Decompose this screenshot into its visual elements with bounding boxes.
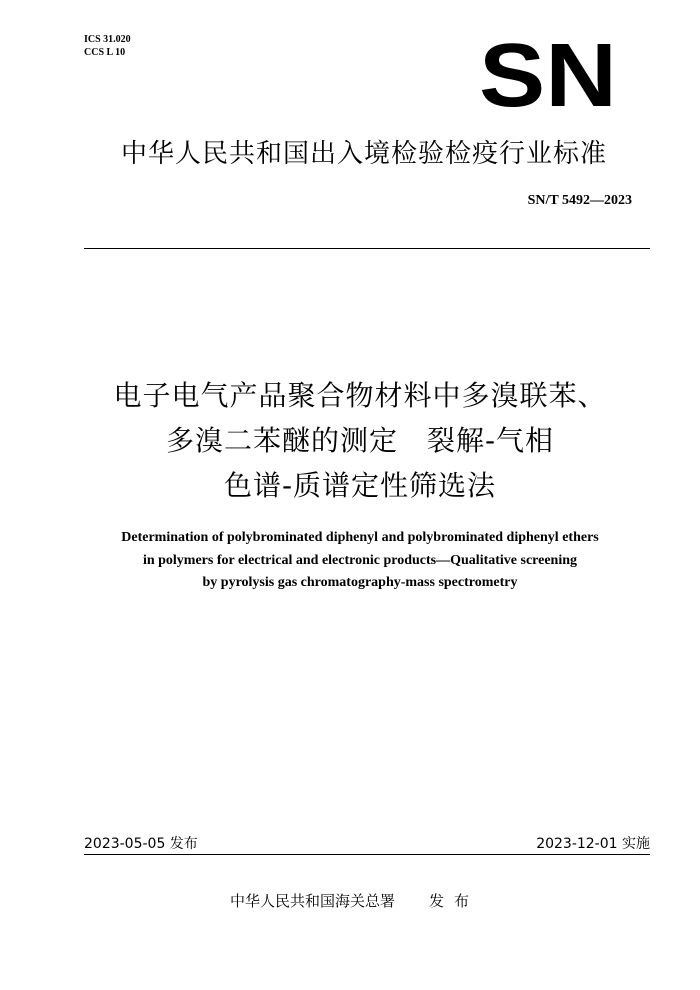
sn-logo: [478, 38, 618, 110]
sn-logo-text: SN: [479, 38, 617, 110]
issue-date: 2023-05-05 发布: [84, 836, 198, 852]
chinese-title-line: 色谱-质谱定性筛选法: [223, 469, 497, 502]
issuer-action: 发布: [429, 892, 480, 910]
header-divider: [84, 248, 650, 249]
issuer-line: [230, 890, 479, 911]
english-title-line: Determination of polybrominated diphenyl and polybrominated diphenyl ethers: [121, 530, 599, 545]
issuer-name: 中华人民共和国海关总署: [230, 892, 396, 910]
footer-divider: [84, 854, 650, 855]
classification-codes: [84, 33, 131, 59]
ics-code: ICS 31.020: [84, 34, 131, 45]
english-title-line: by pyrolysis gas chromatography-mass spectrometry: [202, 575, 518, 590]
english-title: [60, 527, 660, 595]
chinese-title: [60, 373, 660, 508]
implement-date: 2023-12-01 实施: [536, 836, 650, 852]
standard-number: SN/T 5492—2023: [527, 193, 632, 208]
ccs-code: CCS L 10: [84, 47, 126, 58]
chinese-title-line: 电子电气产品聚合物材料中多溴联苯、: [113, 379, 607, 412]
org-title: 中华人民共和国出入境检验检疫行业标准: [120, 139, 607, 169]
chinese-title-line: 多溴二苯醚的测定 裂解-气相: [165, 424, 555, 457]
english-title-line: in polymers for electrical and electronic products—Qualitative screening: [142, 552, 578, 568]
